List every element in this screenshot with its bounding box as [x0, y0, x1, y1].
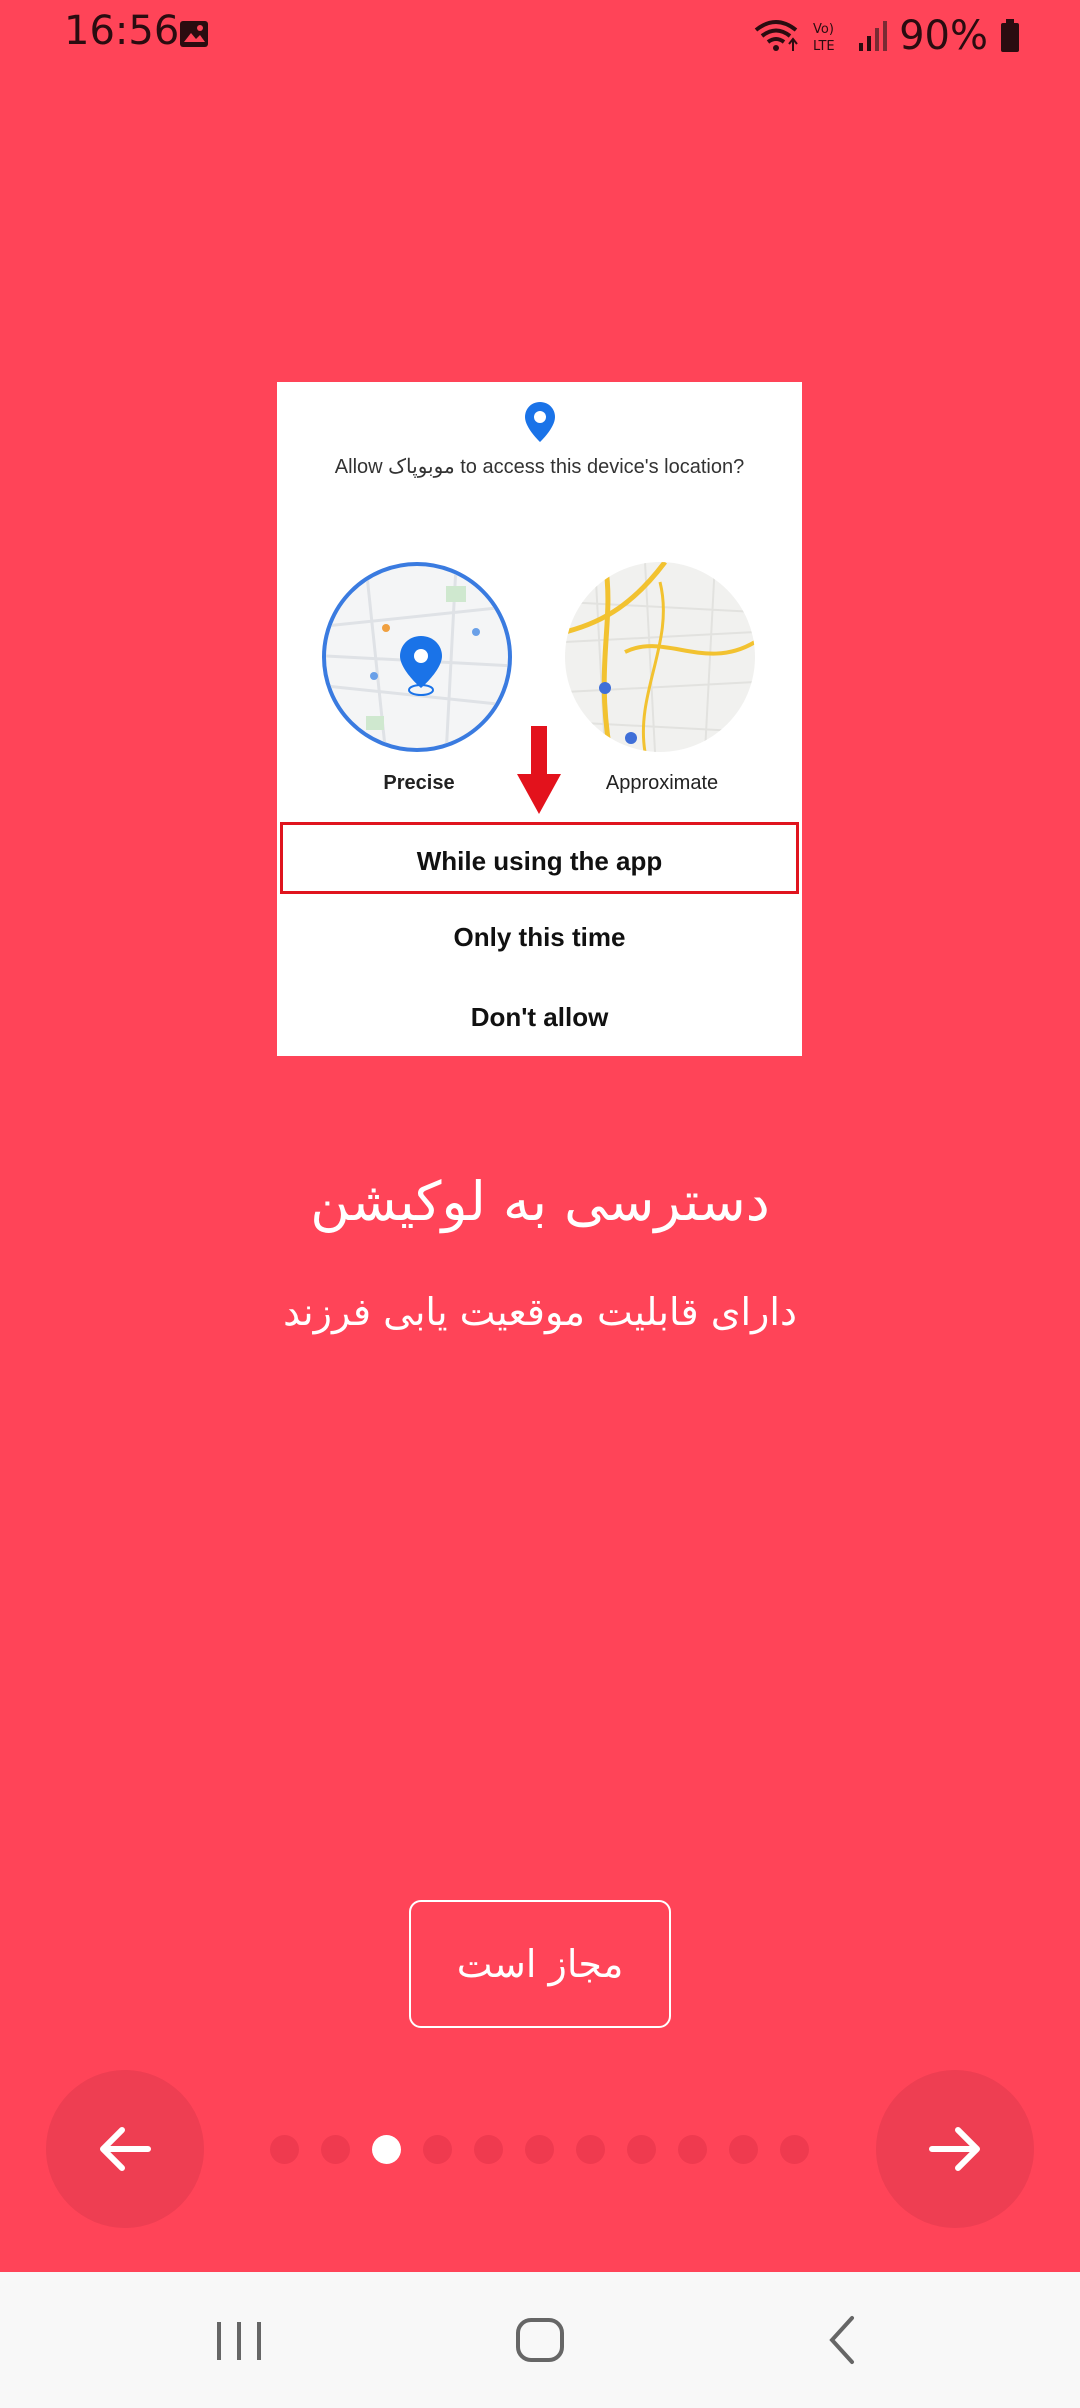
precise-map-circle: [322, 562, 512, 752]
page-dot[interactable]: [627, 2135, 656, 2164]
previous-button[interactable]: [46, 2070, 204, 2228]
next-button[interactable]: [876, 2070, 1034, 2228]
location-permission-illustration: [277, 382, 802, 1056]
status-bar: [0, 0, 1080, 72]
page-dot[interactable]: [525, 2135, 554, 2164]
pagination-dots: [270, 2135, 809, 2164]
allow-button[interactable]: مجاز است: [409, 1900, 671, 2028]
page-title: دسترسی به لوکیشن: [310, 1170, 770, 1233]
page-dot-active[interactable]: [372, 2135, 401, 2164]
status-icons: [753, 8, 1020, 64]
recents-icon[interactable]: [207, 2308, 271, 2372]
back-icon[interactable]: [810, 2308, 874, 2372]
page-dot[interactable]: [270, 2135, 299, 2164]
page-dot[interactable]: [474, 2135, 503, 2164]
precise-label: Precise: [383, 772, 455, 794]
red-arrow-down-icon: [515, 726, 563, 816]
page-dot[interactable]: [576, 2135, 605, 2164]
status-time: 16:56: [64, 8, 180, 54]
precise-map: [326, 566, 512, 752]
page-dot[interactable]: [780, 2135, 809, 2164]
wifi-icon: [753, 18, 799, 54]
svg-text:LTE: LTE: [813, 39, 835, 54]
approximate-map-circle: [565, 562, 755, 752]
svg-text:Vo): Vo): [813, 22, 835, 37]
while-using-app-option: While using the app: [280, 822, 799, 894]
arrow-right-icon: [928, 2126, 982, 2172]
dont-allow-option: Don't allow: [470, 1002, 609, 1032]
arrow-left-icon: [98, 2126, 152, 2172]
location-pin-icon: [522, 400, 558, 444]
approximate-label: Approximate: [605, 772, 719, 794]
gallery-icon: [178, 18, 210, 50]
page-dot[interactable]: [321, 2135, 350, 2164]
system-navigation-bar: [0, 2272, 1080, 2408]
page-dot[interactable]: [729, 2135, 758, 2164]
page-subtitle: دارای قابلیت موقعیت یابی فرزند: [283, 1290, 797, 1334]
approximate-map: [565, 562, 755, 752]
battery-percent: 90%: [899, 13, 988, 59]
page-dot[interactable]: [423, 2135, 452, 2164]
battery-icon: [1000, 19, 1020, 53]
signal-icon: [857, 19, 887, 53]
only-this-time-option: Only this time: [453, 922, 626, 952]
home-icon[interactable]: [508, 2308, 572, 2372]
volte-icon: [811, 18, 845, 54]
permission-question: Allow موبوپاک to access this device's location?: [334, 456, 745, 478]
page-dot[interactable]: [678, 2135, 707, 2164]
